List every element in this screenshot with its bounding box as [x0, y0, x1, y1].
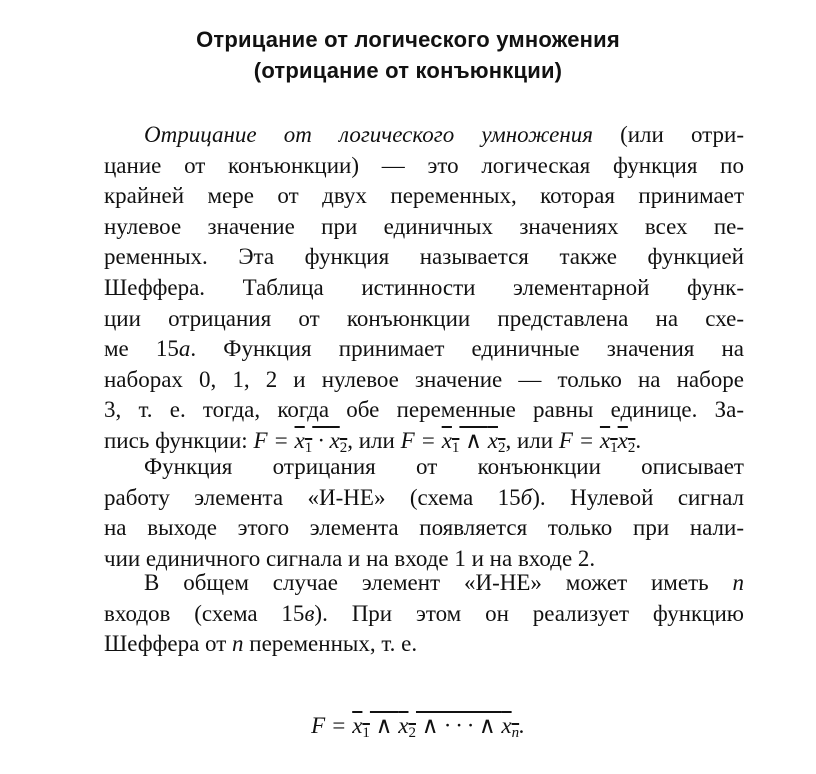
- text-span: , или: [505, 427, 559, 453]
- sheffer-n-formula: $F = x_1$ ∧ $x_2$ ∧ · · · ∧ $x_n$.: [311, 713, 525, 741]
- text-span: ). Нулевой сигнал: [532, 484, 744, 510]
- text-line: 3, т. е. тогда, когда обе переменные равны единице. За-: [104, 397, 744, 423]
- variable-n: n: [232, 631, 244, 657]
- text-line: Шеффера. Таблица истинности элементарной функ-: [104, 274, 744, 300]
- formula-2: $F = x_1$ ∧ $x_2$: [400, 427, 506, 456]
- heading-line-2: (отрицание от конъюнкции): [253, 58, 563, 83]
- formula-3: $F = x_1x_2$: [558, 427, 636, 456]
- paragraph-definition: [104, 120, 744, 457]
- paragraph-general-case: [104, 568, 744, 660]
- text-span: пись функции:: [104, 427, 254, 453]
- text-line: ременных. Эта функция называется также функцией: [104, 244, 744, 270]
- text-line: [104, 599, 744, 630]
- text-span: ). При этом он реализует функцию: [314, 600, 744, 626]
- text-span: .: [635, 427, 642, 453]
- paragraph-element: [104, 452, 744, 574]
- text-span: , или: [347, 427, 401, 453]
- term-italic: Отрицание от логического умножения: [144, 122, 593, 147]
- formula-1: $F = x_1 \cdot x_2$: [253, 427, 348, 456]
- text-span: Шеффера от: [104, 631, 233, 657]
- text-span: (или отри-: [592, 122, 744, 147]
- variable-n: n: [732, 570, 744, 595]
- text-span: переменных, т. е.: [243, 631, 418, 657]
- text-span: входов (схема 15: [104, 600, 305, 626]
- text-line: [104, 629, 744, 660]
- text-line: [104, 334, 744, 365]
- text-span: работу элемента «И-НЕ» (схема 15: [104, 484, 521, 510]
- text-line: на выходе этого элемента появляется только при нали-: [104, 515, 744, 541]
- text-line: [104, 120, 744, 151]
- text-line: ции отрицания от конъюнкции представлена на схе-: [104, 305, 744, 331]
- scheme-letter: в: [304, 600, 315, 626]
- scheme-letter: б: [520, 484, 533, 510]
- text-span: . Функция принимает единичные значения на: [190, 336, 744, 362]
- scheme-letter: а: [178, 336, 191, 362]
- text-line: чии единичного сигнала и на входе 1 и на входе 2.: [104, 545, 596, 571]
- text-span: В общем случае элемент «И-НЕ» может иметь: [144, 570, 733, 595]
- text-line: крайней мере от двух переменных, которая принимает: [104, 183, 744, 209]
- heading-line-1: Отрицание от логического умножения: [196, 27, 620, 52]
- text-line: наборах 0, 1, 2 и нулевое значение — только на наборе: [104, 366, 744, 392]
- text-line: Функция отрицания от конъюнкции описывает: [144, 454, 744, 479]
- text-span: ме 15: [104, 336, 179, 362]
- text-line: [104, 568, 744, 599]
- text-line: цание от конъюнкции) — это логическая функция по: [104, 152, 744, 178]
- text-line: [104, 483, 744, 514]
- text-line: нулевое значение при единичных значениях всех пе-: [104, 213, 744, 239]
